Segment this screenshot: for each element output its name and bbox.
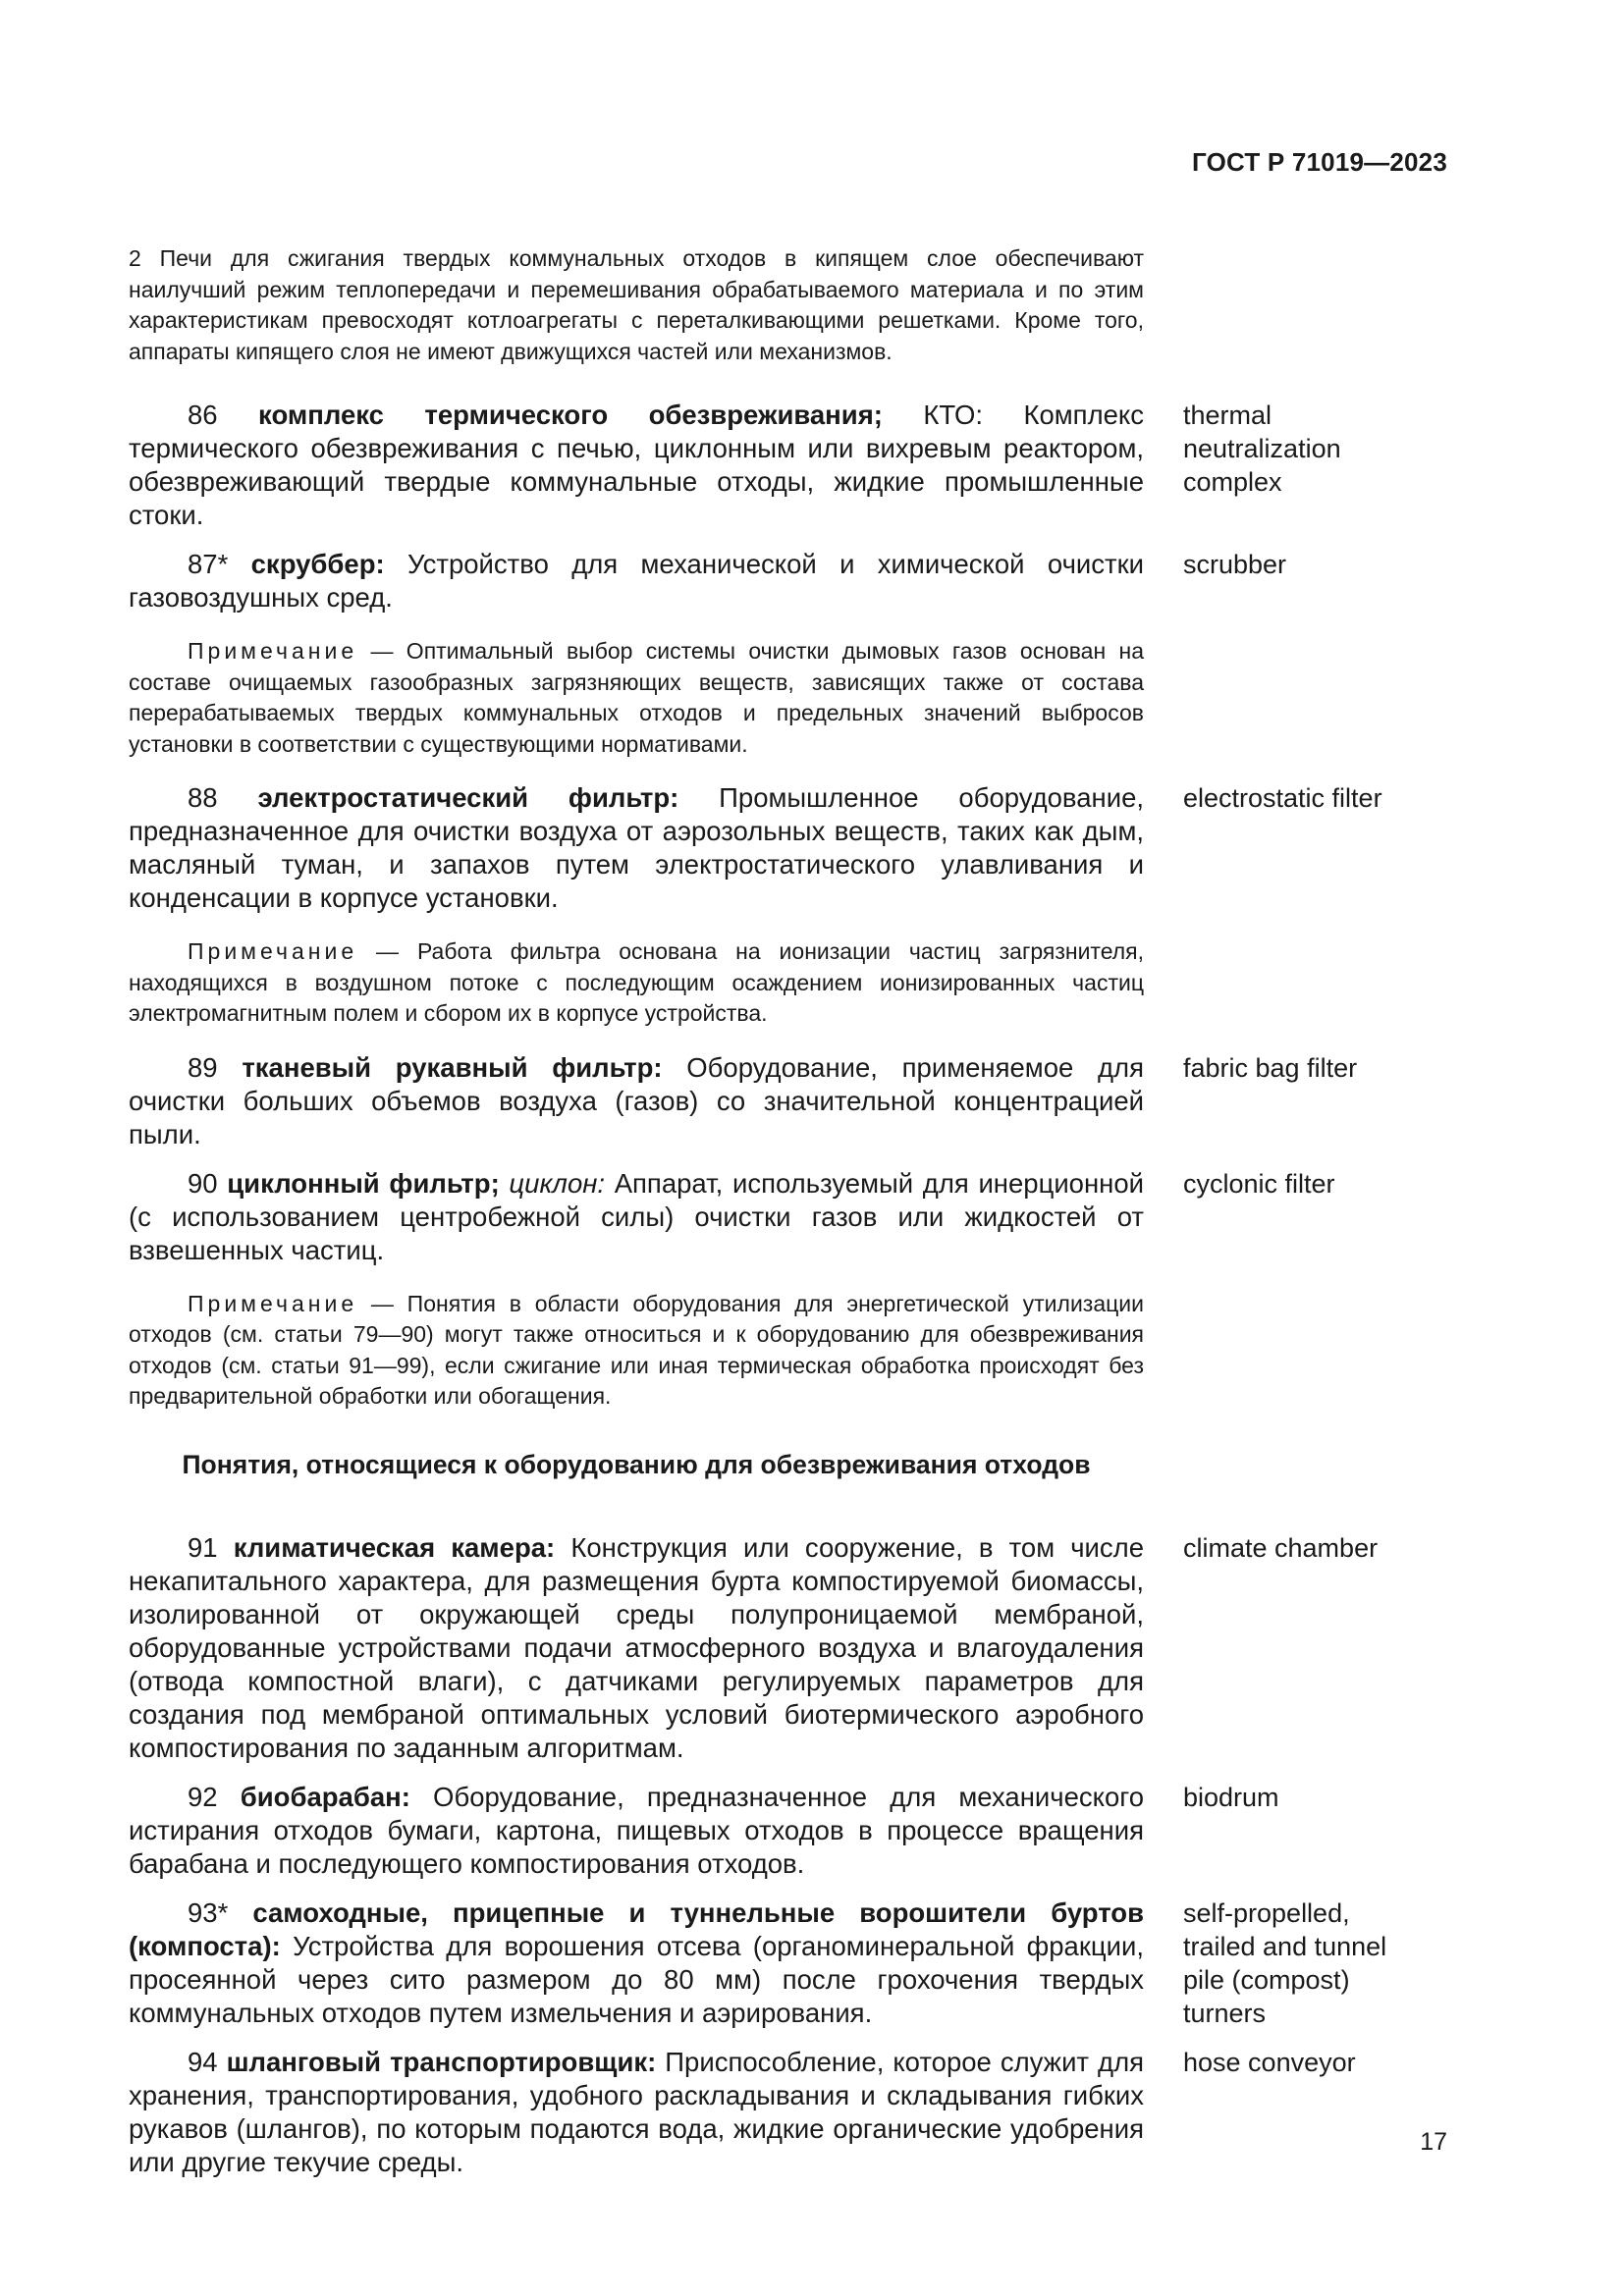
- entry-term: биобарабан:: [240, 1781, 410, 1812]
- entry-number: 92: [188, 1781, 218, 1812]
- entry-text: [129, 1781, 1144, 1881]
- entry-definition: Оборудование, применяемое для очистки больших объемов воздуха (газов) со значительной концентрацией пыли.: [129, 1051, 1144, 1149]
- english-equivalent: biodrum: [1183, 1782, 1279, 1812]
- english-line: trailed and tunnel: [1183, 1931, 1387, 1961]
- note-label: Примечание: [188, 1290, 358, 1316]
- entry-definition: Промышленное оборудование, предназначенное для очистки воздуха от аэрозольных веществ, таких как дым, масляный туман, и запахов путем электростатического улавливания и конденсации в корпусе установки.: [129, 782, 1145, 913]
- entry-text: [129, 548, 1144, 614]
- entry-abbreviation: КТО: [882, 400, 976, 430]
- english-equivalent: [1183, 399, 1409, 499]
- entry-number: 91: [188, 1531, 218, 1563]
- section-heading: Понятия, относящиеся к оборудованию для обезвреживания отходов: [182, 1449, 1091, 1479]
- entry-number: 93*: [188, 1896, 229, 1928]
- page-number: 17: [1420, 2128, 1447, 2156]
- entry-text: [129, 2046, 1144, 2179]
- english-equivalent: hose conveyor: [1183, 2047, 1356, 2077]
- english-line: thermal: [1183, 400, 1272, 430]
- entry-definition: Приспособление, которое служит для хранения, транспортирования, удобного раскладывания и складывания гибких рукавов (шлангов), по которым подаются вода, жидкие органические удобрения или другие текучие среды.: [129, 2046, 1145, 2177]
- term-entry-90: [129, 1167, 1454, 1267]
- english-line: pile (compost): [1183, 1964, 1350, 1995]
- entry-term: электростатический фильтр:: [257, 782, 679, 813]
- english-equivalent: scrubber: [1183, 550, 1287, 579]
- entry-text: [129, 399, 1144, 532]
- note-label: Примечание: [188, 938, 358, 964]
- entry-synonym: циклон:: [499, 1167, 606, 1199]
- english-line: turners: [1183, 1998, 1267, 2028]
- entry-number: 89: [188, 1051, 218, 1083]
- entry-text: [129, 1896, 1144, 2030]
- english-equivalent: [1183, 1896, 1409, 2030]
- top-note: [129, 243, 1144, 367]
- entry-number: 90: [188, 1167, 218, 1199]
- entry-term: климатическая камера:: [233, 1531, 556, 1563]
- english-equivalent: climate chamber: [1183, 1532, 1379, 1563]
- entry-number: 94: [188, 2046, 218, 2077]
- entry-definition: Устройство для механической и химической очистки газовоздушных сред.: [129, 549, 1144, 613]
- english-equivalent: cyclonic filter: [1183, 1168, 1335, 1199]
- term-entry-87: [129, 548, 1454, 614]
- entry-note-88: [129, 936, 1144, 1030]
- term-entry-94: [129, 2046, 1454, 2179]
- entry-definition: Устройства для ворошения отсева (органоминеральной фракции, просеянной через сито размером до 80 мм) после грохочения твердых коммунальных отходов путем измельчения и аэрирования.: [129, 1930, 1144, 2028]
- entry-definition: Аппарат, используемый для инерционной (с использованием центробежной силы) очистки газов или жидкостей от взвешенных частиц.: [129, 1167, 1145, 1265]
- top-note-text: 2 Печи для сжигания твердых коммунальных отходов в кипящем слое обеспечивают наилучший режим теплопередачи и перемешивания обрабатываемого материала и по этим характеристикам превосходят котлоагрегаты с переталкивающими решетками. Кроме того, аппараты кипящего слоя не имеют движущихся частей или механизмов.: [129, 245, 1144, 364]
- entry-number: 88: [188, 782, 218, 813]
- english-equivalent: fabric bag filter: [1183, 1052, 1358, 1083]
- term-entry-88: [129, 781, 1454, 915]
- entry-text: [129, 1167, 1144, 1267]
- entry-term: шланговый транспортировщик:: [226, 2046, 657, 2077]
- term-entry-86: [129, 399, 1454, 532]
- note-text: — Понятия в области оборудования для энергетической утилизации отходов (см. статьи 79—90) могут также относиться и к оборудованию для обезвреживания отходов (см. статьи 91—99), если сжигание или иная термическая обработка происходят без предварительной обработки или обогащения.: [129, 1290, 1144, 1409]
- note-label: Примечание: [188, 638, 358, 664]
- note-text: — Работа фильтра основана на ионизации частиц загрязнителя, находящихся в воздушном потоке с последующим осаждением ионизированных частиц электромагнитным полем и сбором их в корпусе устройства.: [129, 938, 1144, 1026]
- entry-number: 87*: [188, 549, 229, 579]
- entry-term: тканевый рукавный фильтр:: [242, 1051, 663, 1083]
- english-equivalent: electrostatic filter: [1183, 783, 1382, 813]
- term-entry-92: [129, 1781, 1454, 1881]
- english-line: complex: [1183, 467, 1282, 497]
- entry-text: [129, 1051, 1144, 1151]
- note-text: — Оптимальный выбор системы очистки дымовых газов основан на составе очищаемых газообразных загрязняющих веществ, зависящих также от состава перерабатываемых твердых коммунальных отходов и предельных значений выбросов установки в соответствии с существующими нормативами.: [129, 638, 1144, 757]
- document-body: [129, 243, 1454, 2179]
- term-entry-93: [129, 1896, 1454, 2030]
- english-line: self-propelled,: [1183, 1897, 1350, 1928]
- entry-note-87: [129, 636, 1144, 760]
- entry-text: [129, 781, 1144, 915]
- entry-note-90: [129, 1289, 1144, 1413]
- term-entry-89: [129, 1051, 1454, 1151]
- entry-text: [129, 1531, 1144, 1765]
- document-header: ГОСТ Р 71019—2023: [1192, 147, 1447, 177]
- entry-definition: : Комплекс термического обезвреживания с печью, циклонным или вихревым реактором, обезвреживающий твердые коммунальные отходы, жидкие промышленные стоки.: [129, 400, 1144, 530]
- english-line: neutralization: [1183, 434, 1341, 463]
- entry-term: комплекс термического обезвреживания;: [258, 400, 883, 430]
- entry-term: самоходные, прицепные и туннельные ворошители буртов (компоста):: [129, 1896, 1144, 1961]
- term-entry-91: [129, 1531, 1454, 1765]
- entry-definition: Конструкция или сооружение, в том числе некапитального характера, для размещения бурта компостируемой биомассы, изолированной от окружающей среды полупроницаемой мембраной, оборудованные устройствами подачи атмосферного воздуха и влагоудаления (отвода компостной влаги), с датчиками регулируемых параметров для создания под мембраной оптимальных условий биотермического аэробного компостирования по заданным алгоритмам.: [129, 1531, 1145, 1763]
- entry-term: циклонный фильтр;: [227, 1167, 500, 1199]
- entry-number: 86: [188, 400, 218, 430]
- entry-definition: Оборудование, предназначенное для механического истирания отходов бумаги, картона, пищевых отходов в процессе вращения барабана и последующего компостирования отходов.: [129, 1781, 1144, 1879]
- entry-term: скруббер:: [250, 549, 385, 579]
